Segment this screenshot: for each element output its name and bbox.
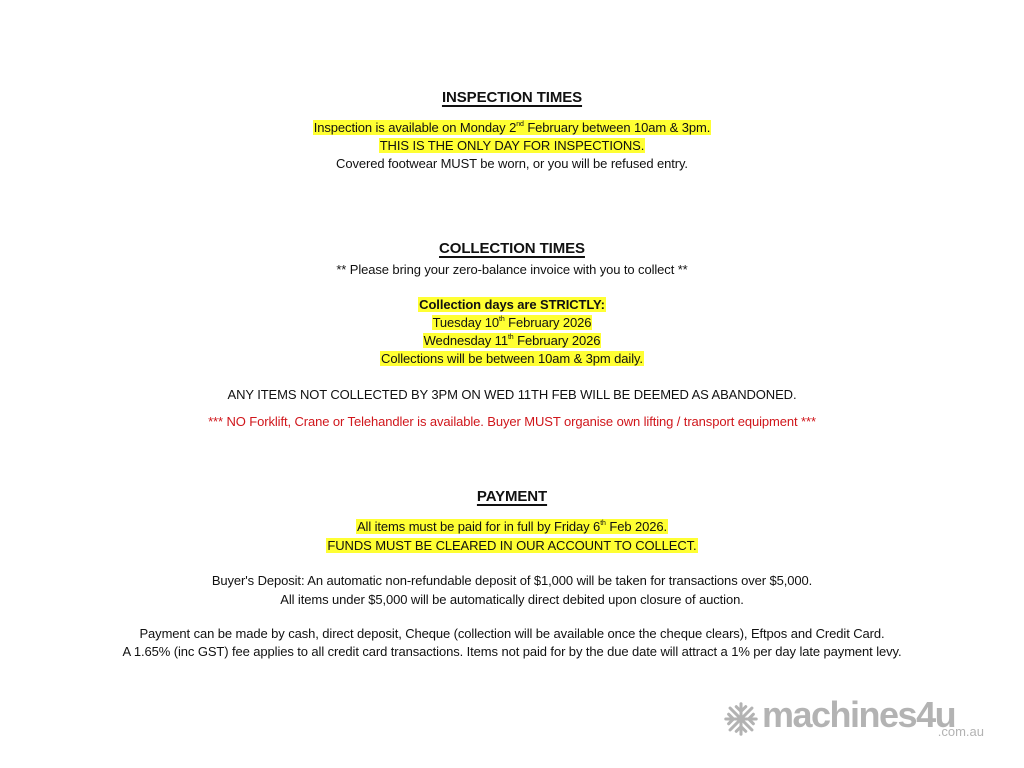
inspection-footwear: Covered footwear MUST be worn, or you will be refused entry. — [336, 156, 688, 171]
payment-due-date-text-b: Feb 2026. — [605, 519, 668, 534]
collection-hours-text: Collections will be between 10am & 3pm daily. — [381, 351, 643, 366]
collection-heading: COLLECTION TIMES — [439, 240, 585, 257]
collection-day-1-ordinal: th — [499, 315, 505, 323]
collection-day-2-text-b: February 2026 — [513, 333, 601, 348]
collection-day-1-text-a: Tuesday 10 — [432, 315, 500, 330]
payment-due-date-ordinal: th — [600, 519, 606, 527]
logo-wordmark: machines4u — [762, 694, 956, 735]
inspection-availability-ordinal: nd — [516, 120, 524, 128]
inspection-availability-text-a: Inspection is available on Monday 2 — [313, 120, 517, 135]
payment-funds-cleared-text: FUNDS MUST BE CLEARED IN OUR ACCOUNT TO COLLECT. — [327, 538, 697, 553]
collection-day-2-highlight — [423, 333, 602, 348]
payment-funds-cleared — [0, 537, 1024, 555]
payment-due-date-text-a: All items must be paid for in full by Friday 6 — [356, 519, 601, 534]
payment-deposit-line-2: All items under $5,000 will be automatically direct debited upon closure of auction. — [280, 592, 744, 607]
collection-hours — [0, 350, 1024, 368]
inspection-availability-text-b: February between 10am & 3pm. — [523, 120, 711, 135]
collection-equipment-warning: *** NO Forklift, Crane or Telehandler is available. Buyer MUST organise own lifting / transport equipment *** — [208, 414, 816, 429]
payment-heading: PAYMENT — [476, 488, 548, 505]
payment-due-date — [0, 518, 1024, 536]
collection-day-1-text-b: February 2026 — [504, 315, 592, 330]
collection-day-2 — [0, 332, 1024, 350]
payment-due-date-highlight — [356, 519, 668, 534]
inspection-only-day — [0, 137, 1024, 155]
payment-methods-line-2: A 1.65% (inc GST) fee applies to all credit card transactions. Items not paid for by the due date will attract a 1% per day late payment levy. — [122, 644, 902, 659]
collection-day-2-text-a: Wednesday 11 — [423, 333, 508, 348]
logo-domain-suffix: .com.au — [937, 724, 984, 739]
collection-days-title-text: Collection days are STRICTLY: — [419, 297, 605, 312]
collection-invoice-note: ** Please bring your zero-balance invoice with you to collect ** — [336, 262, 688, 277]
collection-day-2-ordinal: th — [507, 333, 514, 341]
collection-day-1 — [0, 314, 1024, 332]
payment-methods-line-1: Payment can be made by cash, direct deposit, Cheque (collection will be available once the cheque clears), Eftpos and Credit Card. — [139, 626, 885, 641]
collection-days-title — [0, 296, 1024, 314]
inspection-availability-highlight — [313, 120, 711, 135]
payment-deposit-line-1: Buyer's Deposit: An automatic non-refundable deposit of $1,000 will be taken for transactions over $5,000. — [211, 573, 813, 588]
inspection-heading: INSPECTION TIMES — [441, 89, 583, 106]
snowflake-star-icon — [722, 700, 760, 738]
inspection-availability — [0, 119, 1024, 137]
collection-day-1-highlight — [432, 315, 593, 330]
machines4u-logo — [722, 694, 992, 744]
collection-abandoned-notice: ANY ITEMS NOT COLLECTED BY 3PM ON WED 11TH FEB WILL BE DEEMED AS ABANDONED. — [227, 387, 797, 402]
inspection-only-day-text: THIS IS THE ONLY DAY FOR INSPECTIONS. — [379, 138, 645, 153]
